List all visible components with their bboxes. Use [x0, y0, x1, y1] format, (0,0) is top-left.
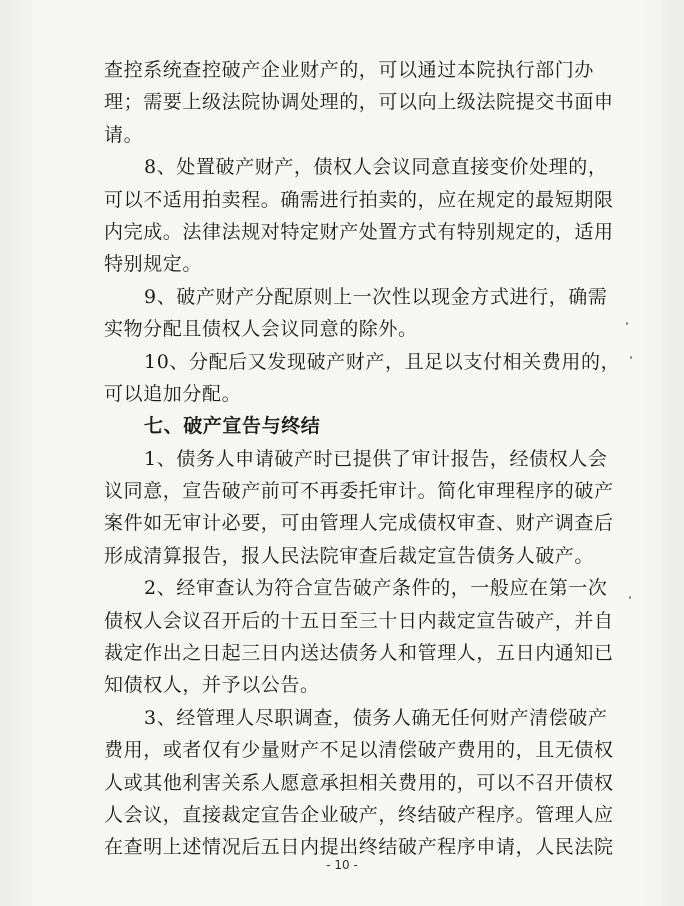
text-line: 人或其他利害关系人愿意承担相关费用的，可以不召开债权 — [104, 771, 614, 794]
text-line: 议同意，宣告破产前可不再委托审计。简化审理程序的破产 — [104, 480, 614, 503]
paragraph-8-start: 8、处置破产财产，债权人会议同意直接变价处理的， — [144, 156, 608, 179]
text-line: 内完成。法律法规对特定财产处置方式有特别规定的，适用 — [104, 220, 614, 243]
paragraph-2-start: 2、经审查认为符合宣告破产条件的，一般应在第一次 — [144, 577, 608, 600]
page-number: - 10 - — [326, 858, 358, 872]
paragraph-3-start: 3、经管理人尽职调查，债务人确无任何财产清偿破产 — [144, 706, 608, 729]
text-line: 形成清算报告，报人民法院审查后裁定宣告债务人破产。 — [104, 544, 595, 567]
text-line: 债权人会议召开后的十五日至三十日内裁定宣告破产，并自 — [104, 609, 614, 632]
document-body — [104, 54, 621, 864]
paragraph-10-start: 10、分配后又发现破产财产，且足以支付相关费用的， — [144, 350, 621, 373]
text-line: 特别规定。 — [104, 253, 203, 276]
paragraph-1-start: 1、债务人申请破产时已提供了审计报告，经债权人会 — [144, 447, 608, 470]
text-line: 查控系统查控破产企业财产的，可以通过本院执行部门办 — [104, 59, 595, 81]
text-line: 可以不适用拍卖程。确需进行拍卖的，应在规定的最短期限 — [104, 188, 614, 211]
text-line: 理；需要上级法院协调处理的，可以向上级法院提交书面申 — [104, 91, 614, 114]
text-line: 案件如无审计必要，可由管理人完成债权审查、财产调查后 — [104, 512, 614, 535]
text-line: 可以追加分配。 — [104, 382, 242, 405]
text-line: 请。 — [104, 123, 144, 146]
text-line: 费用，或者仅有少量财产不足以清偿破产费用的，且无债权 — [104, 739, 614, 762]
section-heading: 七、破产宣告与终结 — [144, 415, 321, 438]
text-line: 人会议，直接裁定宣告企业破产，终结破产程序。管理人应 — [104, 803, 614, 826]
text-line: 知债权人，并予以公告。 — [104, 674, 320, 697]
text-line: 实物分配且债权人会议同意的除外。 — [104, 318, 418, 341]
scan-speck — [626, 322, 628, 325]
scan-speck — [630, 356, 632, 359]
text-line: 在查明上述情况后五日内提出终结破产程序申请，人民法院 — [104, 836, 614, 859]
scan-speck — [629, 596, 631, 599]
text-line: 裁定作出之日起三日内送达债务人和管理人，五日内通知已 — [104, 642, 614, 665]
paragraph-9-start: 9、破产财产分配原则上一次性以现金方式进行，确需 — [144, 285, 608, 308]
